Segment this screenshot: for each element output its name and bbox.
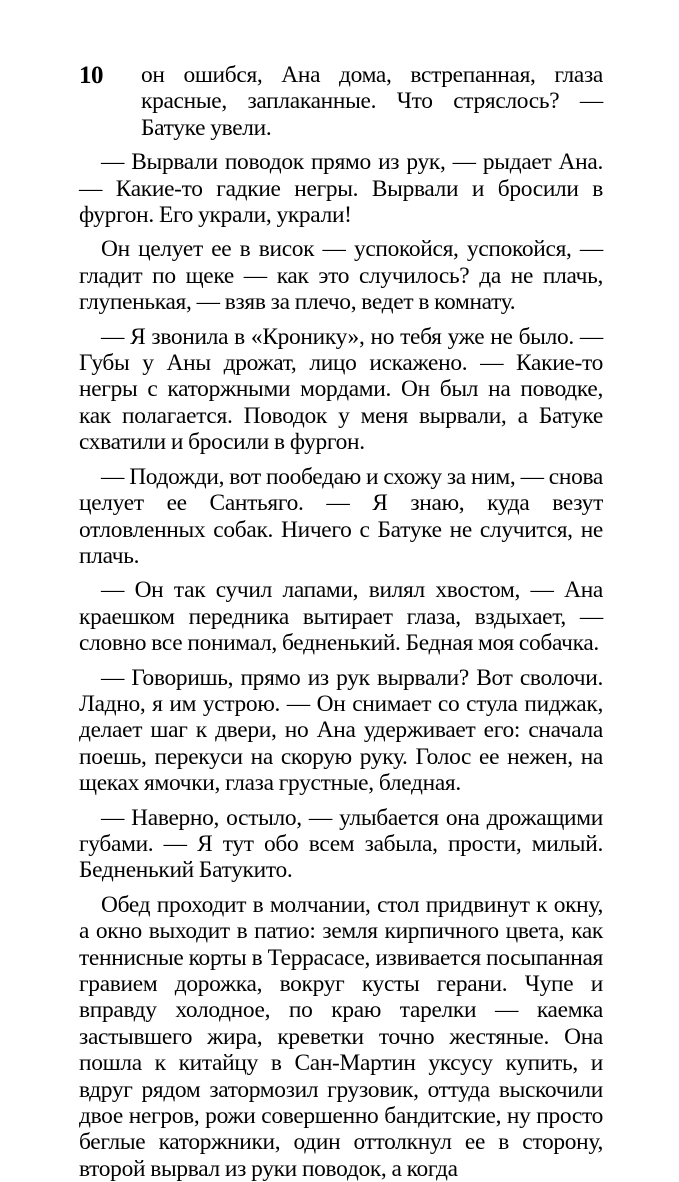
paragraph: — Подожди, вот пообедаю и схожу за ним, — снова целует ее Сантьяго. — Я знаю, куда везут отловленных собак. Ничего с Батуке не случится, не плачь. xyxy=(79,463,603,569)
paragraph: — Говоришь, прямо из рук вырвали? Вот сволочи. Ладно, я им устрою. — Он снимает со стула пиджак, делает шаг к двери, но Ана удерживает его: сначала поешь, перекуси на скорую руку. Голос ее нежен, на щеках ямочки, глаза грустные, бледная. xyxy=(79,664,603,797)
body-text xyxy=(79,62,603,1182)
paragraph: он ошибся, Ана дома, встрепанная, глаза красные, заплаканные. Что стряслось? — Батуке увели. xyxy=(141,62,603,141)
paragraph: — Он так сучил лапами, вилял хвостом, — Ана краешком передника вытирает глаза, вздыхает, — словно все понимал, бедненький. Бедная моя собачка. xyxy=(79,577,603,657)
paragraph: — Наверно, остыло, — улыбается она дрожащими губами. — Я тут обо всем забыла, прости, милый. Бедненький Батукито. xyxy=(79,804,603,884)
paragraph: Он целует ее в висок — успокойся, успокойся, — гладит по щеке — как это случилось? да не плачь, глупенькая, — взяв за плечо, ведет в комнату. xyxy=(79,236,603,316)
paragraph: Обед проходит в молчании, стол придвинут к окну, а окно выходит в патио: земля кирпичного цвета, как теннисные корты в Террасасе, извивается посыпанная гравием дорожка, вокруг кусты герани. Чупе и вправду холодное, по краю тарелки — каемка застывшего жира, креветки точно жестяные. Она пошла к китайцу в Сан-Мартин уксусу купить, и вдруг рядом затормозил грузовик, оттуда выскочили двое негров, рожи совершенно бандитские, ну просто беглые каторжники, один оттолкнул ее в сторону, второй вырвал из руки поводок, а когда xyxy=(79,891,603,1182)
page-number: 10 xyxy=(79,62,103,89)
paragraph: — Вырвали поводок прямо из рук, — рыдает Ана. — Какие-то гадкие негры. Вырвали и бросили в фургон. Его украли, украли! xyxy=(79,149,603,229)
paragraph: — Я звонила в «Кронику», но тебя уже не было. — Губы у Аны дрожат, лицо искажено. — Какие-то негры с каторжными мордами. Он был на поводке, как полагается. Поводок у меня вырвали, а Батуке схватили и бросили в фургон. xyxy=(79,323,603,456)
